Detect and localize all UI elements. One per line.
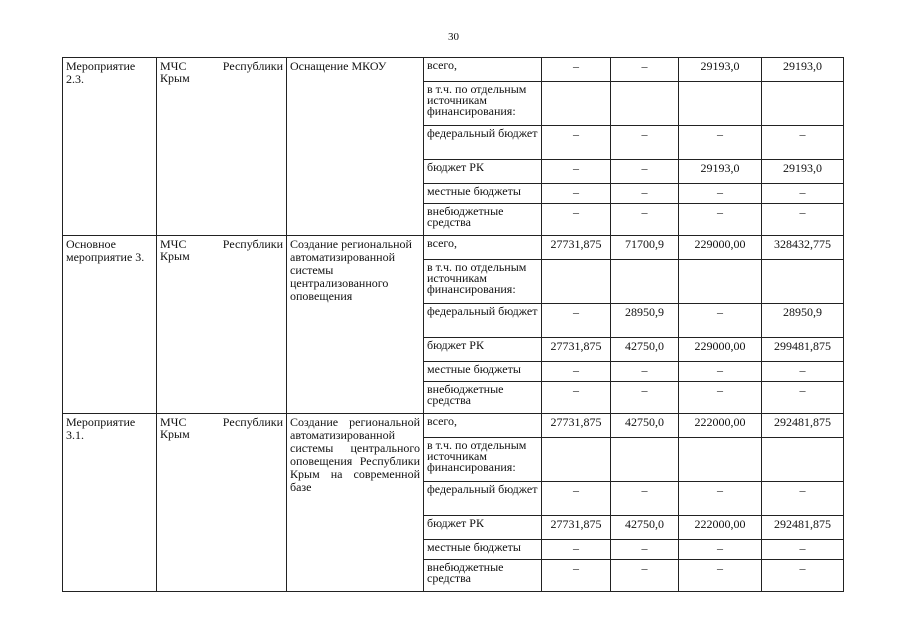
funding-amount: 42750,0 — [611, 516, 679, 540]
funding-amount — [679, 260, 762, 304]
funding-amount: – — [611, 204, 679, 236]
funding-amount: – — [542, 160, 611, 184]
funding-amount: – — [542, 560, 611, 592]
funding-amount: – — [679, 304, 762, 338]
table-body — [63, 58, 844, 592]
funding-amount: – — [611, 126, 679, 160]
funding-amount: – — [762, 204, 844, 236]
funding-amount: – — [542, 184, 611, 204]
funding-source-label: внебюджетные средства — [424, 204, 542, 236]
funding-amount: 229000,00 — [679, 236, 762, 260]
funding-amount: – — [679, 184, 762, 204]
funding-amount: 27731,875 — [542, 516, 611, 540]
funding-amount — [762, 82, 844, 126]
activity-code: Основное мероприятие 3. — [63, 236, 157, 414]
responsible-line: МЧС Республики — [160, 415, 283, 429]
funding-source-label: бюджет РК — [424, 338, 542, 362]
responsible-executor — [157, 236, 287, 414]
funding-amount: – — [679, 482, 762, 516]
responsible-executor — [157, 58, 287, 236]
funding-amount: 29193,0 — [679, 160, 762, 184]
funding-amount: – — [611, 540, 679, 560]
funding-amount: – — [762, 362, 844, 382]
responsible-executor — [157, 414, 287, 592]
funding-amount: – — [611, 160, 679, 184]
funding-amount: 229000,00 — [679, 338, 762, 362]
funding-source-label: всего, — [424, 58, 542, 82]
funding-source-label: федеральный бюджет — [424, 482, 542, 516]
page-number: 30 — [448, 31, 459, 43]
funding-amount — [611, 260, 679, 304]
funding-amount: – — [542, 482, 611, 516]
activity-title: Создание региональной автоматизированной системы централизованного оповещения — [287, 236, 424, 414]
table-row — [63, 236, 844, 260]
funding-amount: – — [679, 560, 762, 592]
responsible-line: Крым — [160, 71, 190, 85]
responsible-line: Крым — [160, 427, 190, 441]
funding-amount: – — [611, 184, 679, 204]
funding-amount: 28950,9 — [762, 304, 844, 338]
funding-table — [62, 57, 844, 592]
funding-amount: – — [679, 362, 762, 382]
funding-amount: 328432,775 — [762, 236, 844, 260]
funding-source-label: внебюджетные средства — [424, 560, 542, 592]
funding-amount — [679, 438, 762, 482]
funding-amount: – — [762, 126, 844, 160]
funding-amount: – — [762, 560, 844, 592]
funding-amount: 222000,00 — [679, 516, 762, 540]
table-row — [63, 414, 844, 438]
funding-source-label: в т.ч. по отдельным источникам финансирования: — [424, 438, 542, 482]
funding-source-label: внебюджетные средства — [424, 382, 542, 414]
funding-amount: – — [611, 382, 679, 414]
funding-amount — [611, 438, 679, 482]
funding-amount: 299481,875 — [762, 338, 844, 362]
funding-amount — [542, 438, 611, 482]
funding-source-label: федеральный бюджет — [424, 126, 542, 160]
funding-amount: 27731,875 — [542, 236, 611, 260]
funding-amount: 292481,875 — [762, 414, 844, 438]
funding-amount — [542, 260, 611, 304]
responsible-line: МЧС Республики — [160, 237, 283, 251]
funding-amount: – — [542, 304, 611, 338]
funding-amount: 29193,0 — [762, 58, 844, 82]
funding-amount: 27731,875 — [542, 414, 611, 438]
activity-code: Мероприятие 3.1. — [63, 414, 157, 592]
funding-amount: – — [679, 204, 762, 236]
funding-amount — [762, 260, 844, 304]
activity-title: Оснащение МКОУ — [287, 58, 424, 236]
activity-code: Мероприятие 2.3. — [63, 58, 157, 236]
funding-source-label: местные бюджеты — [424, 362, 542, 382]
funding-amount: 71700,9 — [611, 236, 679, 260]
funding-amount: – — [542, 382, 611, 414]
funding-source-label: в т.ч. по отдельным источникам финансирования: — [424, 260, 542, 304]
funding-source-label: в т.ч. по отдельным источникам финансирования: — [424, 82, 542, 126]
funding-source-label: местные бюджеты — [424, 540, 542, 560]
funding-amount: – — [679, 540, 762, 560]
funding-amount — [679, 82, 762, 126]
funding-source-label: местные бюджеты — [424, 184, 542, 204]
funding-amount: 28950,9 — [611, 304, 679, 338]
funding-amount: – — [762, 184, 844, 204]
table-row — [63, 58, 844, 82]
funding-amount — [762, 438, 844, 482]
funding-source-label: бюджет РК — [424, 160, 542, 184]
funding-amount — [542, 82, 611, 126]
funding-amount: – — [542, 204, 611, 236]
funding-amount: – — [611, 560, 679, 592]
funding-amount: – — [542, 540, 611, 560]
funding-source-label: всего, — [424, 236, 542, 260]
activity-title: Создание региональной автоматизированной системы центрального оповещения Республики Крым на современной базе — [287, 414, 424, 592]
funding-amount: 222000,00 — [679, 414, 762, 438]
funding-amount: – — [762, 482, 844, 516]
funding-amount: – — [611, 362, 679, 382]
funding-source-label: бюджет РК — [424, 516, 542, 540]
funding-amount: – — [611, 482, 679, 516]
funding-amount: 42750,0 — [611, 414, 679, 438]
funding-amount: – — [762, 540, 844, 560]
responsible-line: МЧС Республики — [160, 59, 283, 73]
funding-amount: – — [542, 362, 611, 382]
funding-amount — [611, 82, 679, 126]
responsible-line: Крым — [160, 249, 190, 263]
funding-amount: 29193,0 — [679, 58, 762, 82]
funding-source-label: всего, — [424, 414, 542, 438]
funding-amount: – — [542, 58, 611, 82]
funding-amount: 292481,875 — [762, 516, 844, 540]
funding-amount: – — [611, 58, 679, 82]
funding-amount: – — [762, 382, 844, 414]
funding-amount: – — [679, 126, 762, 160]
funding-amount: – — [679, 382, 762, 414]
funding-amount: – — [542, 126, 611, 160]
funding-amount: 42750,0 — [611, 338, 679, 362]
funding-source-label: федеральный бюджет — [424, 304, 542, 338]
funding-amount: 29193,0 — [762, 160, 844, 184]
funding-amount: 27731,875 — [542, 338, 611, 362]
